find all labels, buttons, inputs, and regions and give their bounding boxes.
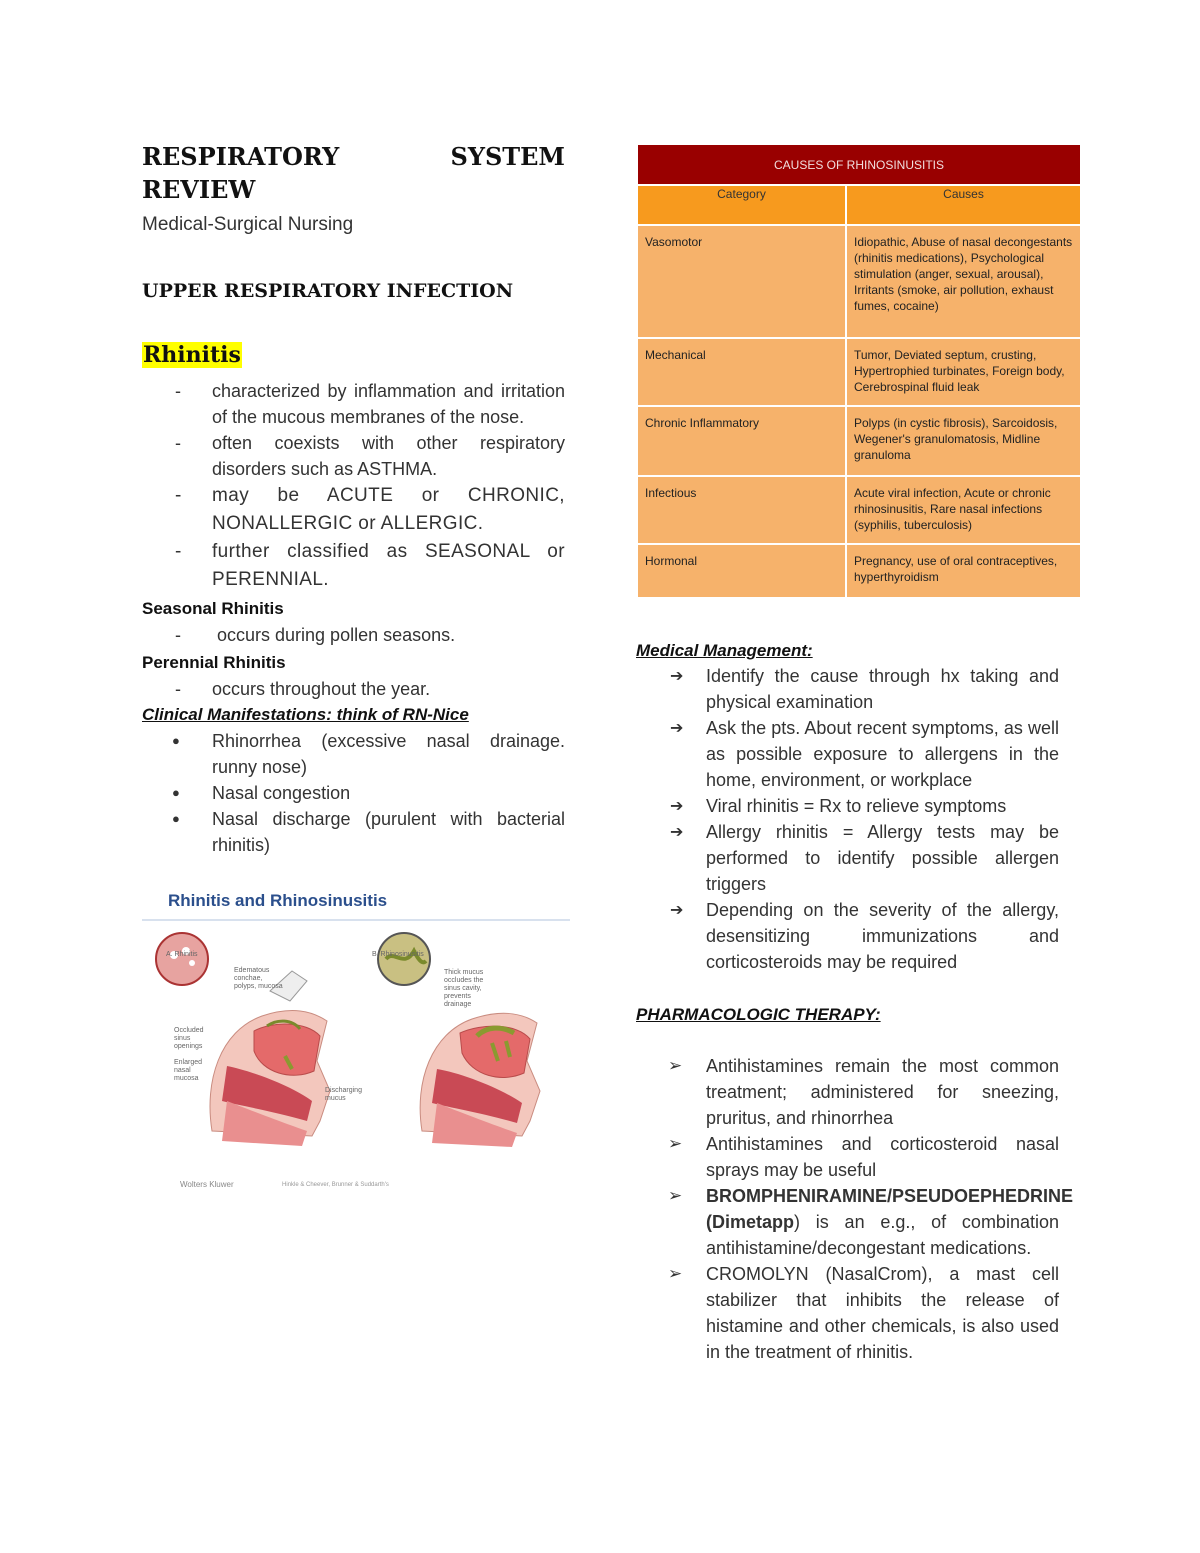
list-item: - occurs during pollen seasons. [142, 622, 565, 648]
cell-causes: Tumor, Deviated septum, crusting, Hypertrophied turbinates, Foreign body, Cerebrospinal fluid leak [846, 338, 1081, 406]
rhinitis-points [142, 378, 565, 482]
figure-label-b1: Thick mucus occludes the sinus cavity, prevents drainage [444, 969, 484, 1008]
column-header-causes: Causes [846, 185, 1081, 225]
cell-category: Chronic Inflammatory [637, 406, 846, 476]
perennial-points [142, 676, 565, 702]
table-row [637, 225, 1081, 338]
table-row [637, 476, 1081, 544]
causes-table [636, 143, 1082, 599]
pharmacologic-list [636, 1053, 1074, 1365]
table-row [637, 544, 1081, 598]
cell-category: Vasomotor [637, 225, 846, 338]
cell-category: Hormonal [637, 544, 846, 598]
cell-causes: Idiopathic, Abuse of nasal decongestants (rhinitis medications), Psychological stimulation (anger, sexual, arousal), Irritants (smoke, air pollution, exhaust fumes, cocaine) [846, 225, 1081, 338]
list-item: ● Nasal discharge (purulent with bacterial rhinitis) [142, 806, 565, 858]
clinical-heading: Clinical Manifestations: think of RN-Nice [142, 705, 469, 724]
page-title [142, 140, 565, 173]
list-item: ➔ Ask the pts. About recent symptoms, as well as possible exposure to allergens in the home, environment, or workplace [636, 715, 1059, 793]
table-row [637, 338, 1081, 406]
figure-label-a4: Discharging mucus [325, 1087, 362, 1102]
list-item: ➔ Depending on the severity of the allergy, desensitizing immunizations and corticosteroids may be required [636, 897, 1059, 975]
list-item: ➔ Identify the cause through hx taking and physical examination [636, 663, 1059, 715]
drug-description: ) is an e.g., of combination antihistamine/decongestant medications. [706, 1212, 1059, 1258]
right-column [636, 143, 1082, 1365]
cell-causes: Acute viral infection, Acute or chronic rhinosinusitis, Rare nasal infections (syphilis, tuberculosis) [846, 476, 1081, 544]
list-item: - further classified as SEASONAL or PERENNIAL. [142, 538, 565, 594]
list-item: ➢ Antihistamines and corticosteroid nasal sprays may be useful [636, 1131, 1059, 1183]
perennial-heading: Perennial Rhinitis [142, 653, 286, 672]
table-title: CAUSES OF RHINOSINUSITIS [637, 144, 1081, 185]
section-heading: UPPER RESPIRATORY INFECTION [142, 280, 514, 302]
list-item: ➢ CROMOLYN (NasalCrom), a mast cell stabilizer that inhibits the release of histamine and other chemicals, is also used in the treatment of rhinitis. [636, 1261, 1059, 1365]
cell-causes: Polyps (in cystic fibrosis), Sarcoidosis, Wegener's granulomatosis, Midline granuloma [846, 406, 1081, 476]
list-item: - often coexists with other respiratory disorders such as ASTHMA. [142, 430, 565, 482]
list-item: - characterized by inflammation and irritation of the mucous membranes of the nose. [142, 378, 565, 430]
left-column [142, 140, 565, 1191]
figure-publisher: Wolters Kluwer [180, 1180, 234, 1189]
figure-credit: Hinkle & Cheever, Brunner & Suddarth's [282, 1182, 389, 1188]
medical-management-list [636, 663, 1059, 975]
list-item: ➔ Allergy rhinitis = Allergy tests may be performed to identify possible allergen triggers [636, 819, 1059, 897]
table-header-row [637, 185, 1081, 225]
page-subtitle: Medical-Surgical Nursing [142, 214, 354, 235]
pharmacologic-heading: PHARMACOLOGIC THERAPY: [636, 1005, 881, 1024]
title-word-respiratory: RESPIRATORY [142, 142, 340, 171]
seasonal-points [142, 622, 565, 648]
cell-causes: Pregnancy, use of oral contraceptives, hyperthyroidism [846, 544, 1081, 598]
list-item [636, 1183, 1074, 1261]
column-header-category: Category [637, 185, 846, 225]
figure-title: Rhinitis and Rhinosinusitis [168, 891, 388, 910]
list-item: ➔ Viral rhinitis = Rx to relieve symptoms [636, 793, 1059, 819]
clinical-items [142, 728, 565, 858]
list-item: ● Nasal congestion [142, 780, 565, 806]
seasonal-heading: Seasonal Rhinitis [142, 599, 284, 618]
table-row [637, 406, 1081, 476]
figure-label-b: B. Rhinosinusitis [372, 951, 424, 958]
rhinitis-points-classification [142, 482, 565, 594]
list-item: ● Rhinorrhea (excessive nasal drainage. runny nose) [142, 728, 565, 780]
rhinitis-figure [142, 891, 572, 1191]
medical-management-heading: Medical Management: [636, 641, 813, 660]
drug-name: BROMPHENIRAMINE/PSEUDOEPHEDRINE (Dimetapp [706, 1186, 1074, 1232]
title-word-system: SYSTEM [450, 142, 565, 171]
figure-label-a2: Occluded sinus openings [174, 1027, 204, 1050]
topic-heading-rhinitis: Rhinitis [143, 342, 241, 368]
figure-label-a: A. Rhinitis [166, 951, 198, 958]
page-title-line2: REVIEW [142, 175, 256, 204]
cell-category: Infectious [637, 476, 846, 544]
list-item: ➢ Antihistamines remain the most common treatment; administered for sneezing, pruritus, and rhinorrhea [636, 1053, 1059, 1131]
cell-category: Mechanical [637, 338, 846, 406]
nasal-anatomy-illustration [142, 921, 572, 1191]
list-item: - occurs throughout the year. [142, 676, 565, 702]
list-item: - may be ACUTE or CHRONIC, NONALLERGIC or ALLERGIC. [142, 482, 565, 538]
figure-label-a1: Edematous conchae, polyps, mucosa [234, 967, 283, 990]
rhinosinusitis-panel [378, 933, 540, 1147]
figure-label-a3: Enlarged nasal mucosa [174, 1059, 203, 1082]
